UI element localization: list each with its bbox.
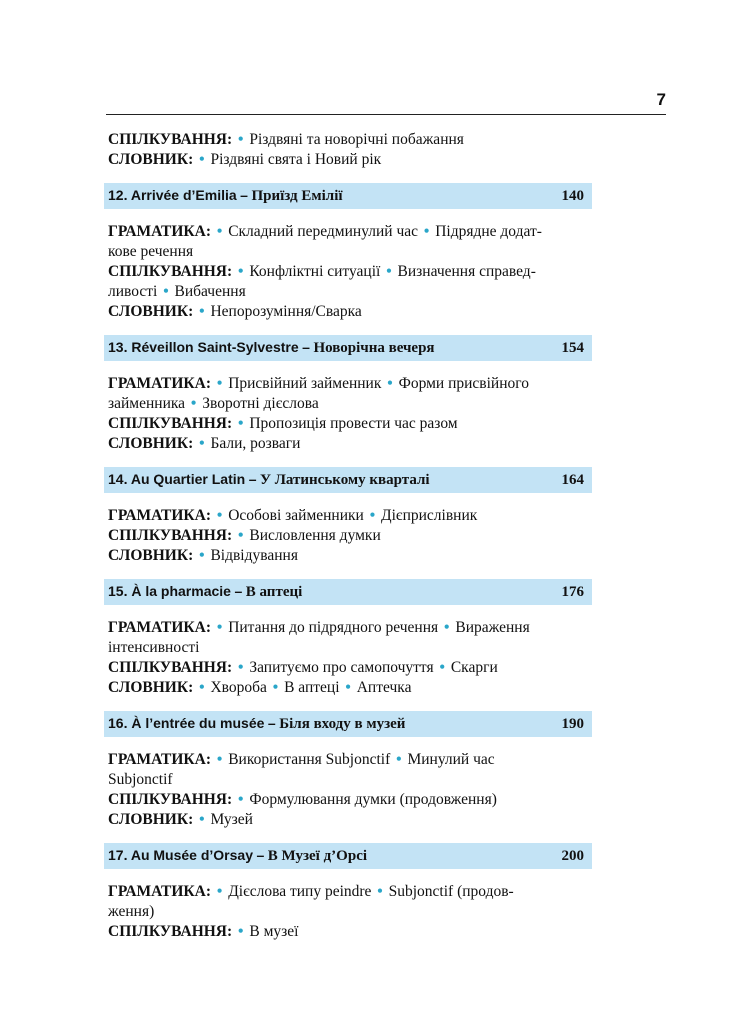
section-label: СПІЛКУВАННЯ: (108, 527, 233, 544)
toc-line: СПІЛКУВАННЯ: • Висловлення думки (108, 527, 381, 544)
section-label: СПІЛКУВАННЯ: (108, 415, 233, 432)
section-label: ГРАМАТИКА: (108, 883, 211, 900)
lesson-title: 16. À l’entrée du musée – Біля входу в музей (108, 715, 406, 732)
bullet-icon: • (444, 619, 450, 636)
section-label: СЛОВНИК: (108, 547, 194, 564)
bullet-icon: • (369, 507, 376, 524)
section-label: СПІЛКУВАННЯ: (108, 791, 233, 808)
toc-line: СПІЛКУВАННЯ: • Запитуємо про самопочуття • Скарги (108, 659, 498, 676)
toc-line: СЛОВНИК: • Непорозуміння/Сварка (108, 303, 362, 320)
section-label: ГРАМАТИКА: (108, 375, 211, 392)
bullet-icon: • (238, 791, 244, 808)
section-label: СПІЛКУВАННЯ: (108, 131, 233, 148)
bullet-icon: • (423, 223, 430, 240)
toc-line: СПІЛКУВАННЯ: • Формулювання думки (продовження) (108, 791, 497, 808)
lesson-title: 12. Arrivée d’Emilia – Приїзд Емілії (108, 187, 343, 204)
bullet-icon: • (216, 883, 223, 900)
section-label: СЛОВНИК: (108, 303, 194, 320)
toc-line: СПІЛКУВАННЯ: • Конфліктні ситуації • Визначення справед- (108, 263, 536, 280)
section-label: СПІЛКУВАННЯ: (108, 923, 233, 940)
lesson-title: 17. Au Musée d’Orsay – В Музеї д’Орсі (108, 847, 368, 864)
bullet-icon: • (345, 679, 351, 696)
lesson-header-14[interactable] (104, 467, 592, 493)
toc-line: ГРАМАТИКА: • Особові займенники • Дієприслівник (108, 507, 478, 524)
bullet-icon: • (238, 527, 244, 544)
lesson-header-12[interactable] (104, 183, 592, 209)
bullet-icon: • (216, 223, 223, 240)
toc-line (108, 150, 592, 170)
bullet-icon: • (216, 751, 223, 768)
toc-line-continued: кове речення (108, 243, 194, 260)
toc-line-continued: ливості • Вибачення (108, 283, 246, 300)
section-label: ГРАМАТИКА: (108, 619, 211, 636)
bullet-icon: • (238, 263, 244, 280)
bullet-icon: • (199, 303, 205, 320)
toc-line: СПІЛКУВАННЯ: • Пропозиція провести час разом (108, 415, 458, 432)
section-label: СПІЛКУВАННЯ: (108, 659, 233, 676)
bullet-icon: • (216, 375, 223, 392)
lesson-title: 13. Réveillon Saint-Sylvestre – Новорічна вечеря (108, 339, 435, 356)
section-label: ГРАМАТИКА: (108, 507, 211, 524)
lesson-block-15 (108, 618, 592, 698)
lesson-block-12 (108, 222, 592, 322)
bullet-icon: • (216, 619, 223, 636)
intro-block (108, 130, 592, 170)
bullet-icon: • (238, 659, 244, 676)
toc-line-continued: інтенсивності (108, 639, 200, 656)
bullet-icon: • (439, 659, 445, 676)
bullet-icon: • (199, 151, 205, 168)
lesson-title: 15. À la pharmacie – В аптеці (108, 583, 303, 600)
lesson-page-number: 176 (561, 583, 584, 600)
page-number: 7 (656, 90, 666, 109)
bullet-icon: • (190, 395, 197, 412)
toc-line (108, 130, 592, 150)
topic-text: Різдвяні свята і Новий рік (210, 151, 382, 168)
lesson-header-13[interactable] (104, 335, 592, 361)
bullet-icon: • (199, 435, 205, 452)
lesson-block-16 (108, 750, 592, 830)
toc-line: СЛОВНИК: • Бали, розваги (108, 435, 301, 452)
lesson-page-number: 190 (561, 715, 584, 732)
section-label: ГРАМАТИКА: (108, 751, 211, 768)
toc-line: СПІЛКУВАННЯ: • В музеї (108, 923, 299, 940)
lesson-page-number: 154 (561, 339, 584, 356)
lesson-page-number: 164 (561, 471, 584, 488)
lesson-header-15[interactable] (104, 579, 592, 605)
section-label: ГРАМАТИКА: (108, 223, 211, 240)
lesson-block-17 (108, 882, 592, 942)
toc-line: СЛОВНИК: • Музей (108, 811, 253, 828)
section-label: СПІЛКУВАННЯ: (108, 263, 233, 280)
toc-line: ГРАМАТИКА: • Використання Subjonctif • Минулий час (108, 751, 495, 768)
bullet-icon: • (238, 923, 244, 940)
bullet-icon: • (386, 263, 392, 280)
table-of-contents (108, 130, 592, 942)
toc-line: СЛОВНИК: • Хвороба • В аптеці • Аптечка (108, 679, 412, 696)
bullet-icon: • (199, 679, 205, 696)
bullet-icon: • (216, 507, 223, 524)
toc-line: ГРАМАТИКА: • Присвійний займенник • Форми присвійного (108, 375, 529, 392)
bullet-icon: • (396, 751, 402, 768)
toc-line: СЛОВНИК: • Відвідування (108, 547, 298, 564)
bullet-icon: • (199, 811, 205, 828)
bullet-icon: • (163, 283, 169, 300)
toc-line-continued: Subjonctif (108, 771, 173, 788)
lesson-block-14 (108, 506, 592, 566)
bullet-icon: • (387, 375, 393, 392)
bullet-icon: • (272, 679, 279, 696)
toc-line: ГРАМАТИКА: • Складний передминулий час • Підрядне додат- (108, 223, 542, 240)
section-label: СЛОВНИК: (108, 435, 194, 452)
bullet-icon: • (199, 547, 205, 564)
section-label: СЛОВНИК: (108, 811, 194, 828)
lesson-header-17[interactable] (104, 843, 592, 869)
lesson-header-16[interactable] (104, 711, 592, 737)
toc-line-continued: займенника • Зворотні дієслова (108, 395, 319, 412)
topic-text: Різдвяні та новорічні побажання (249, 131, 464, 148)
toc-line-continued: ження) (108, 903, 155, 920)
lesson-title: 14. Au Quartier Latin – У Латинському кварталі (108, 471, 430, 488)
bullet-icon: • (238, 415, 244, 432)
toc-line: ГРАМАТИКА: • Питання до підрядного речення • Вираження (108, 619, 530, 636)
lesson-block-13 (108, 374, 592, 454)
section-label: СЛОВНИК: (108, 151, 194, 168)
section-label: СЛОВНИК: (108, 679, 194, 696)
header-rule (106, 114, 666, 115)
bullet-icon: • (377, 883, 383, 900)
lesson-page-number: 200 (561, 847, 584, 864)
bullet-icon: • (238, 131, 244, 148)
lesson-page-number: 140 (561, 187, 584, 204)
toc-line: ГРАМАТИКА: • Дієслова типу peindre • Subjonctif (продов- (108, 883, 514, 900)
